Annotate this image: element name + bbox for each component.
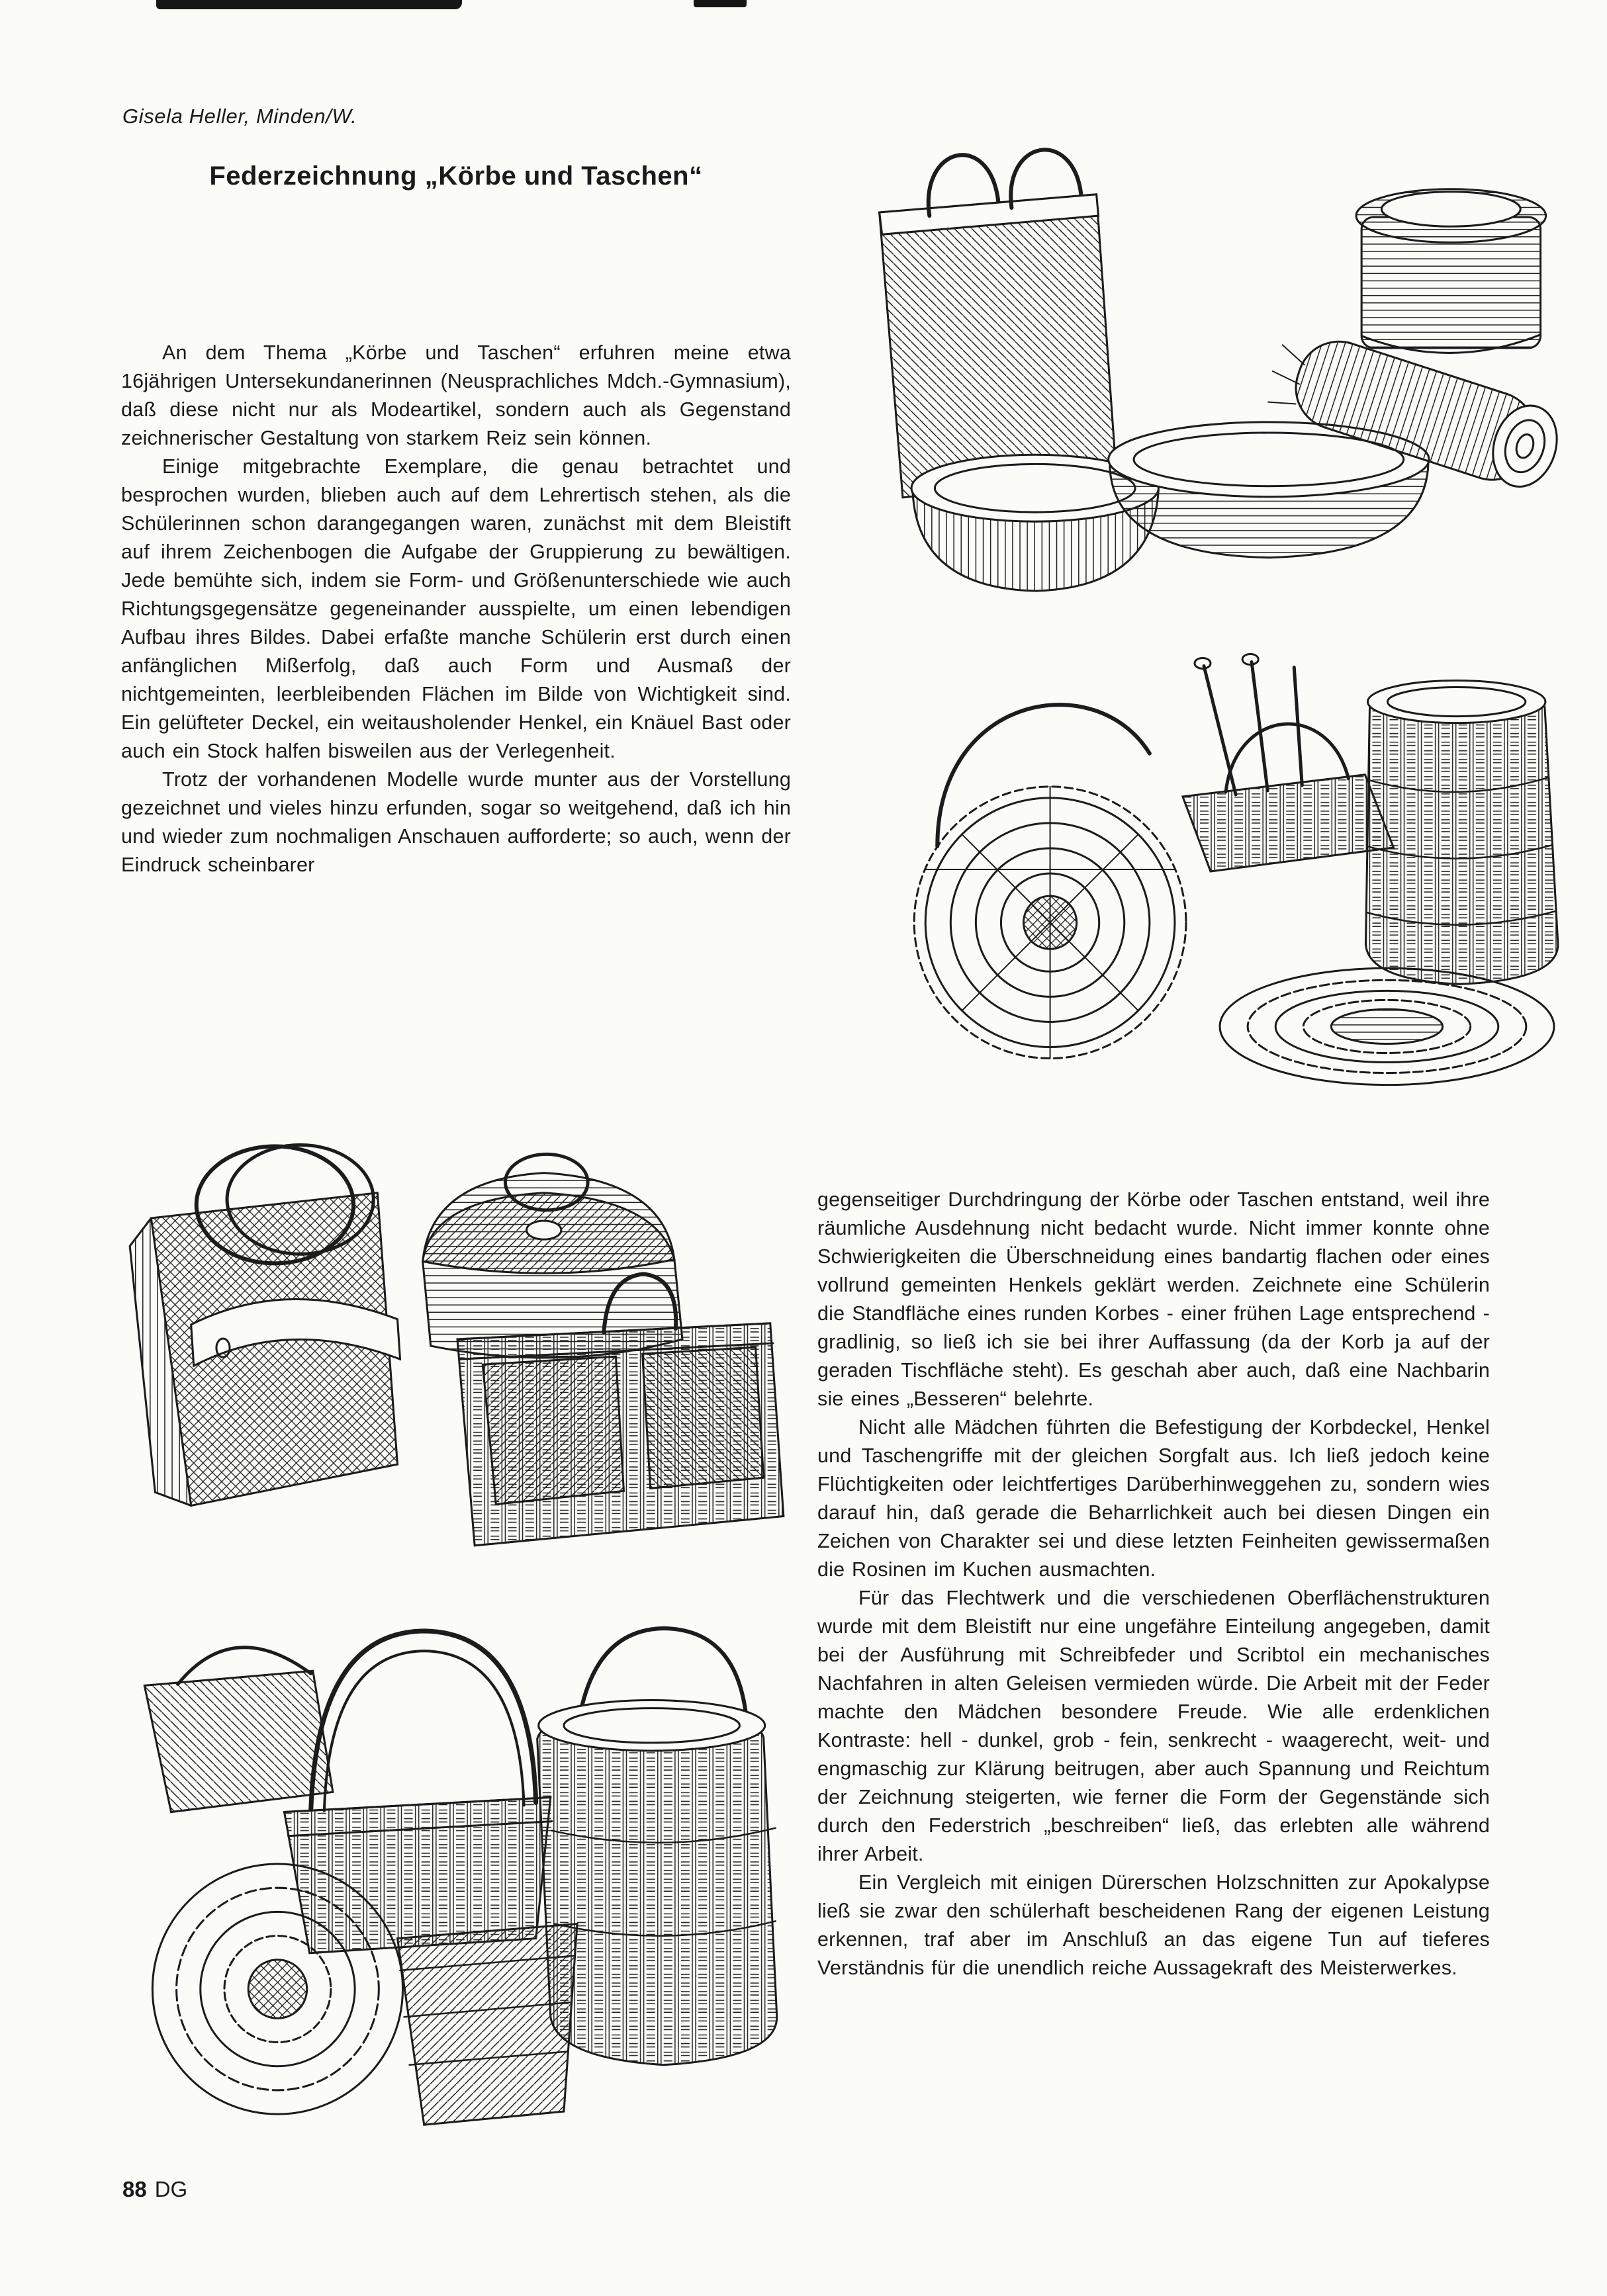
paragraph: Trotz der vorhandenen Modelle wurde munter aus der Vorstellung gezeichnet und vieles hinzu erfunden, sogar so weitgehend, daß ich hin und wieder zum nochmaligen Anschauen aufforderte; so auch, wenn der Eindruck scheinbarer bbox=[121, 768, 791, 876]
paragraph: Ein Vergleich mit einigen Dürerschen Holzschnitten zur Apokalypse ließ sie zwar den schülerhaft bescheidenen Rang der eigenen Leistung erkennen, traf aber im Anschluß an das eigene Tun auf tieferes Verständnis für die unendlich reiche Aussagekraft des Meisterwerkes. bbox=[817, 1871, 1490, 1979]
journal-abbreviation: DG bbox=[154, 2177, 188, 2201]
author-byline: Gisela Heller, Minden/W. bbox=[122, 105, 357, 128]
paragraph: Nicht alle Mädchen führten die Befestigung der Korbdeckel, Henkel und Taschengriffe mit der gleichen Sorgfalt aus. Ich ließ jedoch keine Flüchtigkeiten oder leichtfertiges Darüberhinweggehen zu, sondern wies darauf hin, daß gerade die Beharrlichkeit auch bei diesen Dingen ein Zeichen von Charakter sei und diese letzten Feinheiten gewissermaßen die Rosinen im Kuchen ausmachten. bbox=[817, 1416, 1490, 1581]
left-text-column bbox=[121, 339, 791, 879]
scan-artifact bbox=[694, 0, 747, 7]
page-number: 88 bbox=[122, 2177, 147, 2201]
paragraph: An dem Thema „Körbe und Taschen“ erfuhren meine etwa 16jährigen Untersekundanerinnen (Neusprachliches Mdch.-Gymnasium), daß diese nicht nur als Modeartikel, sondern auch als Gegenstand zeichnerischer Gestaltung von starkem Reiz sein können. bbox=[121, 341, 791, 449]
paragraph: Für das Flechtwerk und die verschiedenen Oberflächenstrukturen wurde mit dem Bleistift nur eine ungefähre Einteilung angegeben, damit bei der Ausführung mit Schreibfeder und Scribtol ein mechanisches Nachfahren in alten Geleisen vermieden würde. Die Arbeit mit der Feder machte den Mädchen besondere Freude. Wie alle erdenklichen Kontraste: hell - dunkel, grob - fein, senkrecht - waagerecht, weit- und engmaschig zur Klärung beitrugen, aber auch Spannung und Reichtum der Zeichnung steigerten, wie ferner die Form der Gegenstände sich durch den Federstrich „beschreiben“ ließ, das erlebten alle während ihrer Arbeit. bbox=[817, 1587, 1490, 1865]
pen-drawing-baskets-middle bbox=[838, 627, 1574, 1092]
illustration-basket-group-middle bbox=[838, 627, 1574, 1092]
paragraph: gegenseitiger Durchdringung der Körbe oder Taschen entstand, weil ihre räumliche Ausdehnung nicht bedacht wurde. Nicht immer konnte ohne Schwierigkeiten die Überschneidung eines bandartig flachen oder eines vollrund gemeinten Henkels geklärt werden. Zeichnete eine Schülerin die Standfläche eines runden Korbes - einer frühen Lage entsprechend - gradlinig, so ließ ich sie bei ihrer Auffassung (da der Korb ja auf der geraden Tischfläche steht). Es geschah aber auch, daß eine Nachbarin sie eines „Besseren“ belehrte. bbox=[817, 1188, 1490, 1410]
right-text-column bbox=[817, 1186, 1490, 1982]
pen-drawing-baskets-top bbox=[833, 114, 1574, 605]
paragraph: Einige mitgebrachte Exemplare, die genau betrachtet und besprochen wurden, blieben auch auf dem Lehrertisch stehen, als die Schülerinnen schon darangegangen waren, zunächst mit dem Bleistift auf ihrem Zeichenbogen die Aufgabe der Gruppierung zu bewältigen. Jede bemühte sich, indem sie Form- und Größenunterschiede wie auch Richtungsgegensätze gegeneinander ausspielte, um einen lebendigen Aufbau ihres Bildes. Dabei erfaßte manche Schülerin erst durch einen anfänglichen Mißerfolg, daß auch Form und Ausmaß der nichtgemeinten, leerbleibenden Flächen im Bilde von Wichtigkeit sind. Ein gelüfteter Deckel, ein weitausholender Henkel, ein Knäuel Bast oder auch ein Stock halfen bisweilen aus der Verlegenheit. bbox=[121, 455, 791, 762]
scan-artifact bbox=[156, 0, 462, 9]
page-footer bbox=[122, 2177, 187, 2202]
pen-drawing-bags bbox=[110, 1117, 802, 1559]
illustration-basket-group-lower bbox=[110, 1587, 802, 2148]
pen-drawing-baskets-lower bbox=[110, 1587, 802, 2148]
illustration-bag-group-upper bbox=[110, 1117, 802, 1559]
article-title: Federzeichnung „Körbe und Taschen“ bbox=[209, 161, 703, 191]
illustration-basket-group-top bbox=[833, 114, 1574, 605]
